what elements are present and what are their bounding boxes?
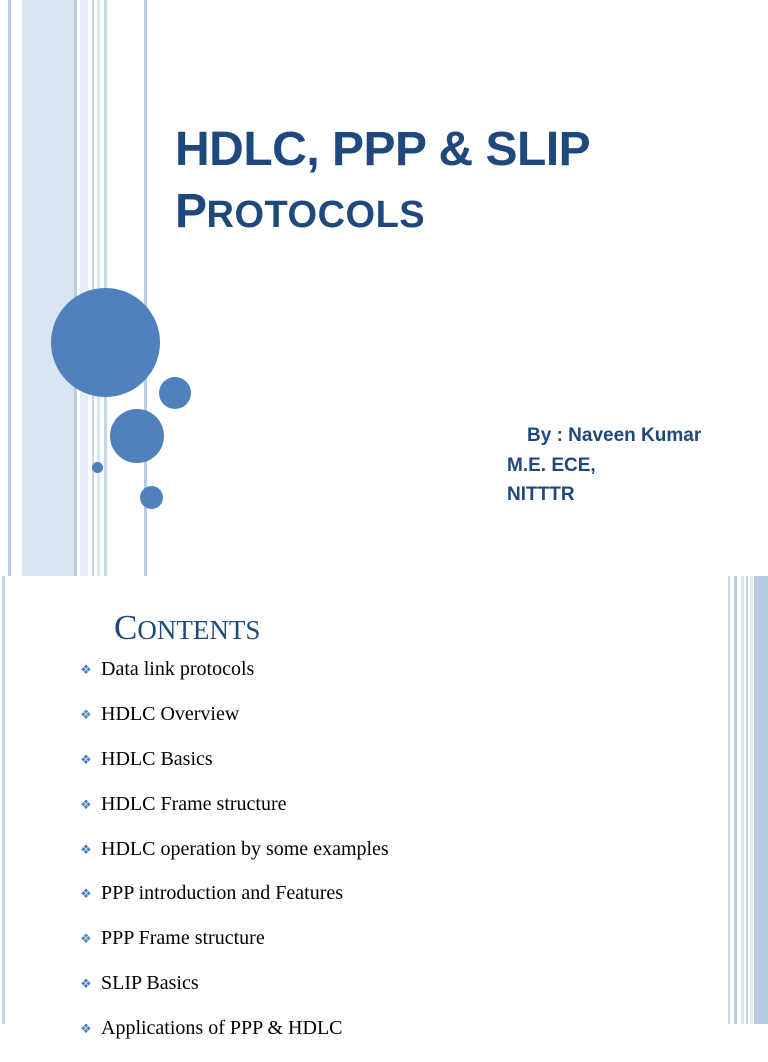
four-diamond-bullet-icon: ❖ [80, 841, 92, 857]
small-circle-shape [140, 486, 163, 509]
author-degree: M.E. ECE, [507, 455, 596, 476]
author-name: By : Naveen Kumar [527, 425, 702, 446]
title-line-2-initial: P [175, 185, 207, 238]
contents-heading [114, 606, 260, 652]
list-item-label: PPP Frame structure [101, 927, 265, 950]
small-circle-shape [159, 377, 191, 409]
title-line-1: HDLC, PPP & SLIP [175, 123, 591, 176]
list-item-label: Data link protocols [101, 658, 255, 680]
list-item [80, 838, 389, 883]
four-diamond-bullet-icon: ❖ [80, 886, 92, 902]
tiny-circle-shape [92, 462, 103, 473]
contents-heading-initial: C [114, 608, 138, 647]
list-item-label: HDLC Basics [101, 747, 213, 770]
four-diamond-bullet-icon: ❖ [80, 706, 92, 722]
four-diamond-bullet-icon: ❖ [80, 931, 92, 947]
four-diamond-bullet-icon: ❖ [80, 751, 92, 767]
list-item-label: HDLC Frame structure [101, 792, 287, 815]
list-item [80, 927, 389, 972]
author-institute: NITTTR [507, 484, 575, 505]
list-item [80, 972, 389, 1017]
four-diamond-bullet-icon: ❖ [80, 1021, 92, 1037]
large-circle-shape [51, 288, 160, 397]
list-item-label: SLIP Basics [101, 972, 199, 995]
list-item-label: Applications of PPP & HDLC [101, 1017, 343, 1040]
list-item [80, 793, 389, 838]
list-item [80, 748, 389, 793]
contents-list [80, 658, 389, 1062]
four-diamond-bullet-icon: ❖ [80, 796, 92, 812]
four-diamond-bullet-icon: ❖ [80, 662, 92, 677]
title-line-2-rest: ROTOCOLS [206, 194, 426, 236]
contents-heading-rest: ONTENTS [137, 615, 261, 645]
list-item-label: HDLC operation by some examples [101, 837, 389, 860]
list-item [80, 882, 389, 927]
list-item [80, 658, 389, 703]
list-item-label: PPP introduction and Features [101, 882, 344, 905]
list-item [80, 703, 389, 748]
contents-slide [0, 576, 768, 1040]
slide-title [175, 118, 590, 245]
four-diamond-bullet-icon: ❖ [80, 976, 92, 992]
list-item [80, 1017, 389, 1062]
list-item-label: HDLC Overview [101, 702, 240, 725]
medium-circle-shape [110, 409, 164, 463]
